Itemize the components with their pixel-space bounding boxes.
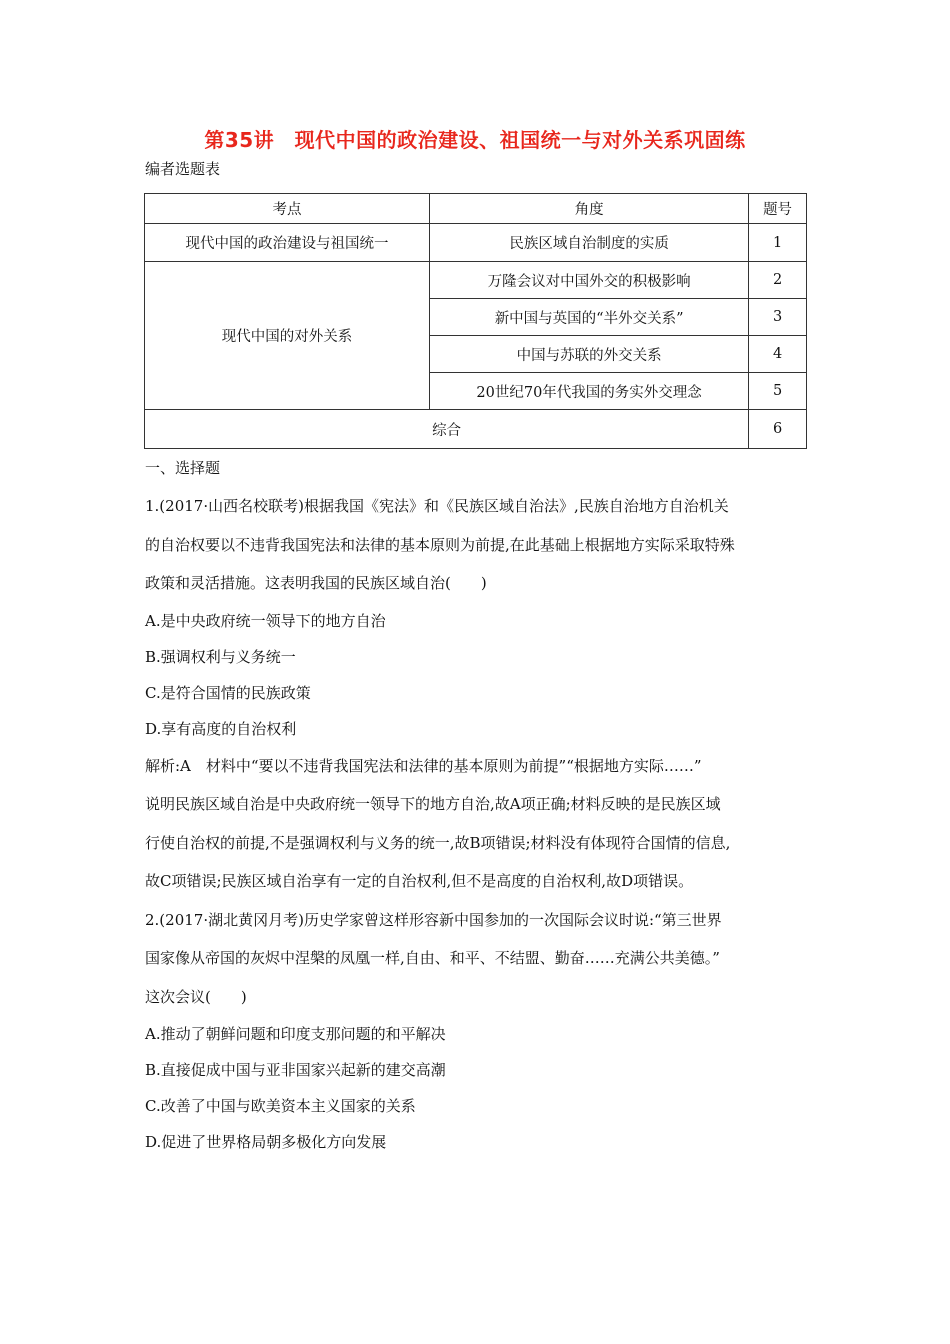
cell-number: 4 (749, 336, 807, 373)
cell-angle: 20世纪70年代我国的务实外交理念 (430, 373, 749, 410)
header-angle: 角度 (430, 194, 749, 224)
section-heading: 一、选择题 (145, 459, 221, 477)
analysis-line: 解析:A 材料中“要以不违背我国宪法和法律的基本原则为前提”“根据地方实际……” (145, 756, 702, 775)
question-2 (145, 901, 810, 1161)
topic-table (144, 193, 807, 449)
table-row (145, 224, 807, 262)
cell-angle: 万隆会议对中国外交的积极影响 (430, 262, 749, 299)
analysis-line: 说明民族区域自治是中央政府统一领导下的地方自治,故A项正确;材料反映的是民族区域 (145, 795, 721, 813)
analysis-line: 故C项错误;民族区域自治享有一定的自治权利,但不是高度的自治权利,故D项错误。 (145, 872, 694, 890)
cell-summary: 综合 (145, 410, 749, 449)
question-stem-line: 国家像从帝国的灰烬中涅槃的凤凰一样,自由、和平、不结盟、勤奋……充满公共美德。” (145, 949, 720, 967)
table-header-row (145, 194, 807, 224)
header-point: 考点 (145, 194, 430, 224)
page-title: 第35讲 现代中国的政治建设、祖国统一与对外关系巩固练 (204, 128, 746, 152)
question-stem-line: 2.(2017·湖北黄冈月考)历史学家曾这样形容新中国参加的一次国际会议时说:“第三世界 (145, 910, 722, 929)
question-stem-line: 政策和灵活措施。这表明我国的民族区域自治( ) (145, 574, 487, 592)
cell-number: 3 (749, 299, 807, 336)
question-stem-line: 1.(2017·山西名校联考)根据我国《宪法》和《民族区域自治法》,民族自治地方自治机关 (145, 497, 729, 515)
option-b: B.强调权利与义务统一 (145, 647, 296, 666)
cell-point: 现代中国的政治建设与祖国统一 (145, 224, 430, 262)
cell-number: 6 (749, 410, 807, 449)
question-stem-line: 的自治权要以不违背我国宪法和法律的基本原则为前提,在此基础上根据地方实际采取特殊 (145, 535, 735, 554)
option-c: C.改善了中国与欧美资本主义国家的关系 (145, 1097, 416, 1115)
question-1 (145, 487, 810, 901)
table-caption: 编者选题表 (145, 160, 221, 178)
option-c: C.是符合国情的民族政策 (145, 683, 311, 702)
option-b: B.直接促成中国与亚非国家兴起新的建交高潮 (145, 1061, 446, 1079)
option-d: D.促进了世界格局朝多极化方向发展 (145, 1133, 387, 1151)
table-row (145, 262, 807, 299)
header-number: 题号 (749, 194, 807, 224)
question-content (145, 455, 810, 1160)
option-a: A.是中央政府统一领导下的地方自治 (145, 611, 386, 630)
cell-angle: 民族区域自治制度的实质 (430, 224, 749, 262)
option-d: D.享有高度的自治权利 (145, 719, 297, 738)
cell-angle: 新中国与英国的“半外交关系” (430, 299, 749, 336)
analysis-line: 行使自治权的前提,不是强调权利与义务的统一,故B项错误;材料没有体现符合国情的信息, (145, 833, 731, 852)
cell-number: 5 (749, 373, 807, 410)
table-row (145, 410, 807, 449)
option-a: A.推动了朝鲜问题和印度支那问题的和平解决 (145, 1025, 446, 1043)
question-stem-line: 这次会议( ) (145, 987, 247, 1006)
cell-point: 现代中国的对外关系 (145, 262, 430, 410)
cell-number: 2 (749, 262, 807, 299)
cell-angle: 中国与苏联的外交关系 (430, 336, 749, 373)
cell-number: 1 (749, 224, 807, 262)
